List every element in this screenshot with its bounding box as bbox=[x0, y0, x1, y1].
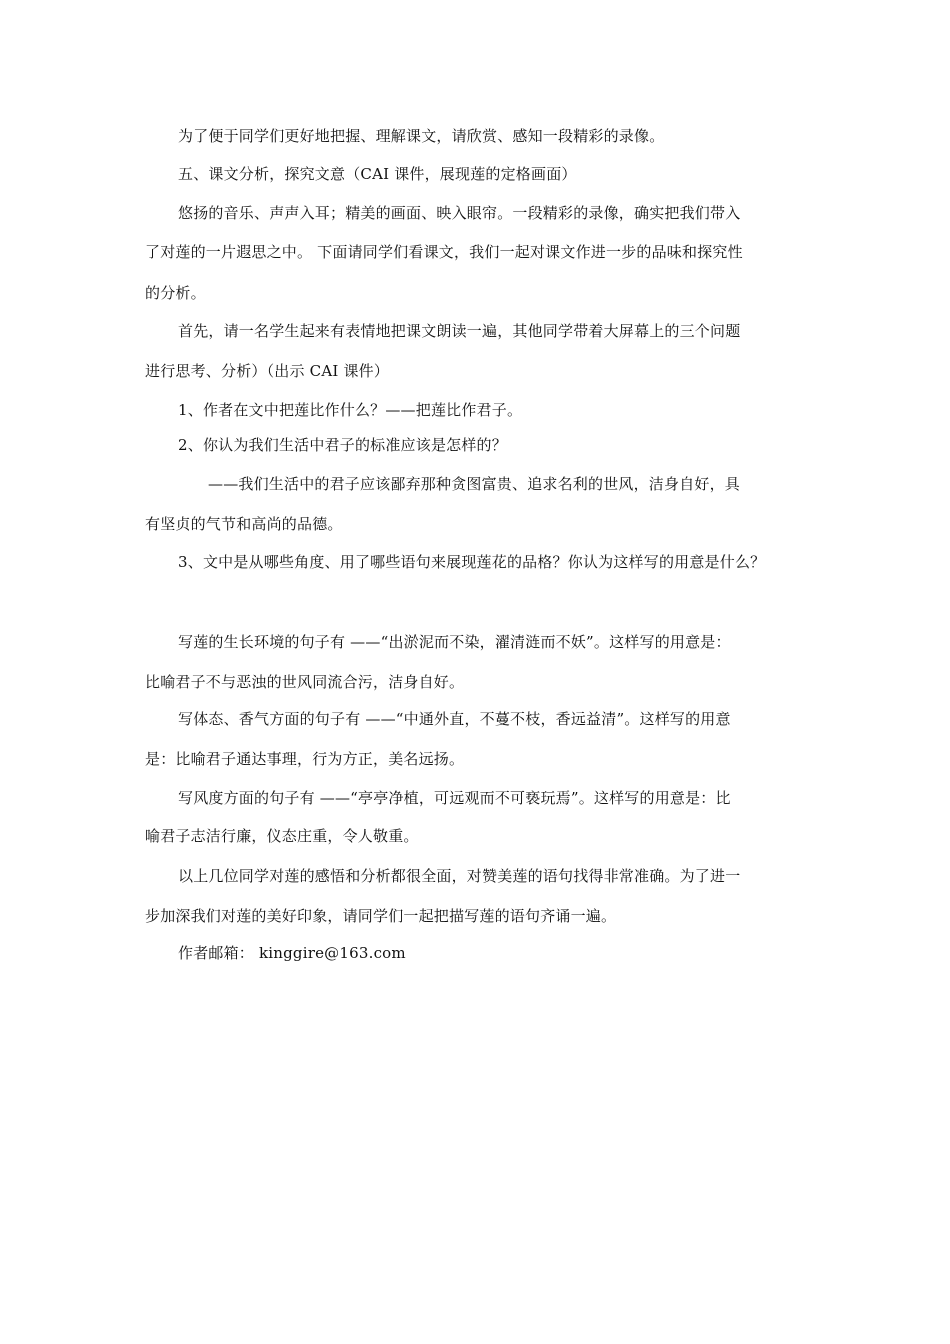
paragraph-line: 首先，请一名学生起来有表情地把课文朗读一遍，其他同学带着大屏幕上的三个问题 bbox=[178, 322, 741, 340]
paragraph-line: 步加深我们对莲的美好印象，请同学们一起把描写莲的语句齐诵一遍。 bbox=[145, 907, 617, 925]
paragraph-line: 为了便于同学们更好地把握、理解课文，请欣赏、感知一段精彩的录像。 bbox=[178, 127, 665, 145]
paragraph-line: 了对莲的一片遐思之中。 下面请同学们看课文，我们一起对课文作进一步的品味和探究性 bbox=[145, 243, 743, 261]
answer-line: 写风度方面的句子有 ——“亭亭净植，可远观而不可亵玩焉”。这样写的用意是：比 bbox=[178, 789, 731, 807]
author-email: 作者邮箱： kinggire@163.com bbox=[178, 944, 406, 962]
answer-line: 写体态、香气方面的句子有 ——“中通外直，不蔓不枝，香远益清”。这样写的用意 bbox=[178, 710, 731, 728]
answer-line: 喻君子志洁行廉，仪态庄重，令人敬重。 bbox=[145, 827, 419, 845]
answer-line: 写莲的生长环境的句子有 ——“出淤泥而不染，濯清涟而不妖”。这样写的用意是： bbox=[178, 633, 731, 651]
question-line: 1、作者在文中把莲比作什么？——把莲比作君子。 bbox=[178, 401, 523, 419]
paragraph-line: 进行思考、分析）（出示 CAI 课件） bbox=[145, 362, 390, 380]
paragraph-line: 以上几位同学对莲的感悟和分析都很全面，对赞美莲的语句找得非常准确。为了进一 bbox=[178, 867, 741, 885]
section-heading: 五、课文分析，探究文意（CAI 课件，展现莲的定格画面） bbox=[178, 165, 577, 183]
answer-line: ——我们生活中的君子应该鄙弃那种贪图富贵、追求名利的世风，洁身自好，具 bbox=[208, 475, 741, 493]
answer-line: 是：比喻君子通达事理，行为方正，美名远扬。 bbox=[145, 750, 465, 768]
paragraph-line: 悠扬的音乐、声声入耳；精美的画面、映入眼帘。一段精彩的录像，确实把我们带入 bbox=[178, 204, 741, 222]
question-line: 3、文中是从哪些角度、用了哪些语句来展现莲花的品格？你认为这样写的用意是什么？ bbox=[178, 553, 766, 571]
answer-line: 比喻君子不与恶浊的世风同流合污，洁身自好。 bbox=[145, 673, 465, 691]
paragraph-line: 的分析。 bbox=[145, 284, 206, 302]
answer-line: 有坚贞的气节和高尚的品德。 bbox=[145, 515, 343, 533]
question-line: 2、你认为我们生活中君子的标准应该是怎样的？ bbox=[178, 436, 507, 454]
